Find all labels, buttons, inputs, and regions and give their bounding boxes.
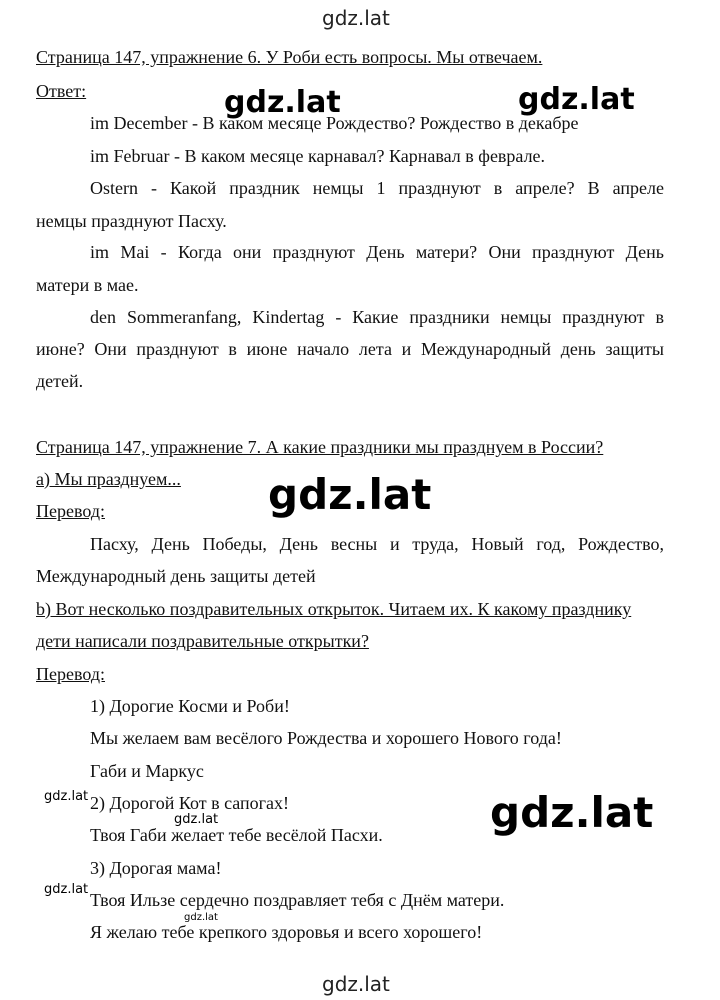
- answer-line: Ostern - Какой праздник немцы 1 празднуют в апреле? В апреле: [90, 178, 664, 198]
- exercise-6-title: Страница 147, упражнение 6. У Роби есть вопросы. Мы отвечаем.: [36, 47, 543, 67]
- watermark-6: gdz.lat: [174, 812, 219, 827]
- section-a-label: a) Мы празднуем...: [36, 469, 181, 489]
- answer-line: im December - В каком месяце Рождество? Рождество в декабре: [90, 113, 579, 133]
- exercise-7-title: Страница 147, упражнение 7. А какие праздники мы празднуем в России?: [36, 437, 604, 457]
- watermark-2: gdz.lat: [518, 82, 635, 117]
- watermark-7: gdz.lat: [44, 882, 89, 897]
- answer-line: детей.: [36, 371, 84, 391]
- card-line: 1) Дорогие Косми и Роби!: [90, 696, 290, 716]
- card-line: Мы желаем вам весёлого Рождества и хорошего Нового года!: [90, 728, 562, 748]
- watermark-1: gdz.lat: [224, 85, 341, 120]
- answer-line: im Februar - В каком месяце карнавал? Карнавал в феврале.: [90, 146, 546, 166]
- section-b-line: дети написали поздравительные открытки?: [36, 631, 369, 651]
- section-b-line: b) Вот несколько поздравительных открыток. Читаем их. К какому празднику: [36, 599, 632, 619]
- card-line: 2) Дорогой Кот в сапогах!: [90, 793, 290, 813]
- answer-line: июне? Они празднуют в июне начало лета и Международный день защиты: [36, 339, 664, 359]
- watermark-8: gdz.lat: [184, 912, 218, 923]
- watermark-top: gdz.lat: [322, 6, 390, 30]
- card-line: Твоя Ильзе сердечно поздравляет тебя с Днём матери.: [90, 890, 505, 910]
- answer-line: матери в мае.: [36, 275, 139, 295]
- answer-line: немцы празднуют Пасху.: [36, 211, 227, 231]
- translation-line: Международный день защиты детей: [36, 566, 316, 586]
- watermark-4: gdz.lat: [44, 789, 89, 804]
- translation-label: Перевод:: [36, 501, 105, 521]
- translation-line: Пасху, День Победы, День весны и труда, Новый год, Рождество,: [90, 534, 664, 554]
- card-line: 3) Дорогая мама!: [90, 858, 222, 878]
- watermark-5: gdz.lat: [490, 788, 654, 837]
- translation-label-2: Перевод:: [36, 664, 105, 684]
- card-line: Твоя Габи желает тебе весёлой Пасхи.: [90, 825, 383, 845]
- answer-label: Ответ:: [36, 81, 87, 101]
- answer-line: im Mai - Когда они празднуют День матери? Они празднуют День: [90, 242, 664, 262]
- card-line: Габи и Маркус: [90, 761, 204, 781]
- watermark-bottom: gdz.lat: [322, 972, 390, 996]
- watermark-3: gdz.lat: [268, 470, 432, 519]
- card-line: Я желаю тебе крепкого здоровья и всего хорошего!: [90, 922, 483, 942]
- answer-line: den Sommeranfang, Kindertag - Какие праздники немцы празднуют в: [90, 307, 664, 327]
